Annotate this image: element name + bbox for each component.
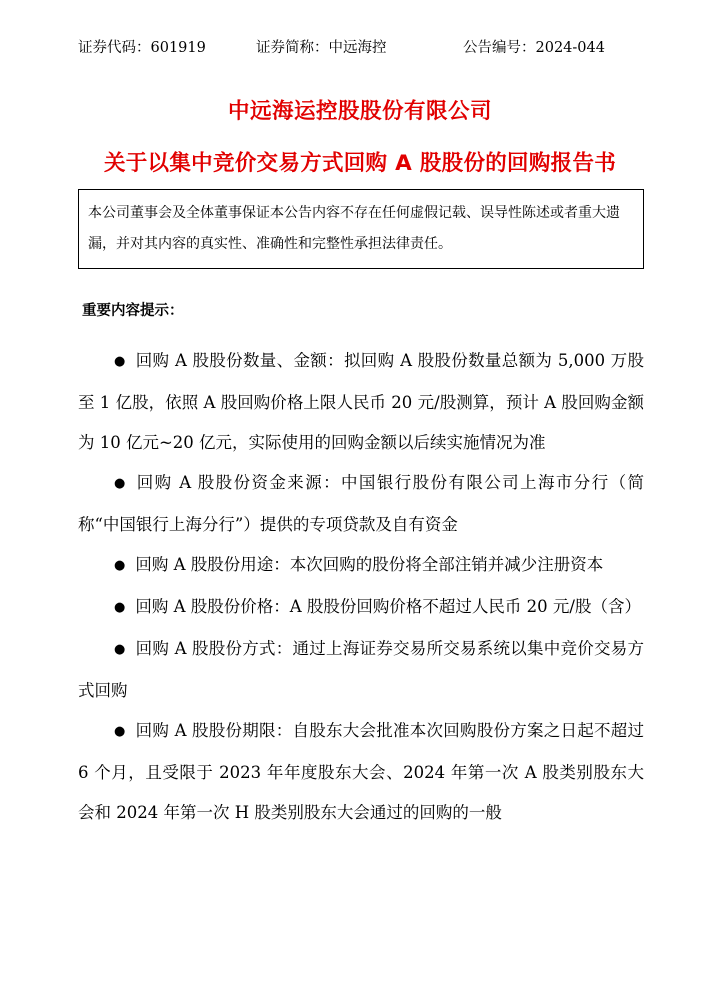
list-item: [78, 629, 644, 711]
list-item: [78, 711, 644, 833]
bullet-icon: ●: [114, 642, 126, 657]
bullet-icon: ●: [114, 558, 126, 573]
bullet-icon: ●: [114, 354, 126, 369]
list-item: [78, 341, 644, 463]
announcement-number: 公告编号：2024-044: [463, 40, 605, 56]
list-item: [78, 587, 644, 629]
bullet-icon: ●: [114, 476, 127, 491]
list-item-text: 回购 A 股股份资金来源：中国银行股份有限公司上海市分行（简称“中国银行上海分行”）提供的专项贷款及自有资金: [78, 473, 645, 534]
bullet-icon: ●: [114, 600, 126, 615]
list-item-text: 回购 A 股股份数量、金额：拟回购 A 股股份数量总额为 5,000 万股至 1 亿股，依照 A 股回购价格上限人民币 20 元/股测算，预计 A 股回购金额为 10 亿元~20 亿元，实际使用的回购金额以后续实施情况为准: [78, 351, 644, 452]
list-item-text: 回购 A 股股份价格：A 股股份回购价格不超过人民币 20 元/股（含）: [135, 597, 641, 616]
key-points-list: [78, 341, 644, 833]
list-item: [78, 545, 644, 587]
disclaimer-box: 本公司董事会及全体董事保证本公告内容不存在任何虚假记载、误导性陈述或者重大遗漏，并对其内容的真实性、准确性和完整性承担法律责任。: [78, 189, 644, 269]
list-item-text: 回购 A 股股份期限：自股东大会批准本次回购股份方案之日起不超过 6 个月，且受限于 2023 年年度股东大会、2024 年第一次 A 股类别股东大会和 2024 年第一次 H 股类别股东大会通过的回购的一般: [78, 721, 644, 822]
section-title: 重要内容提示：: [82, 303, 184, 319]
list-item: [78, 463, 644, 545]
stock-short-name: 证券简称：中远海控: [256, 40, 387, 56]
stock-code: 证券代码：601919: [78, 40, 206, 56]
list-item-text: 回购 A 股股份用途：本次回购的股份将全部注销并减少注册资本: [135, 555, 604, 574]
report-title: 关于以集中竞价交易方式回购 A 股股份的回购报告书: [103, 151, 617, 176]
company-title: 中远海运控股股份有限公司: [227, 99, 492, 124]
list-item-text: 回购 A 股股份方式：通过上海证券交易所交易系统以集中竞价交易方式回购: [78, 639, 644, 700]
bullet-icon: ●: [114, 724, 126, 739]
